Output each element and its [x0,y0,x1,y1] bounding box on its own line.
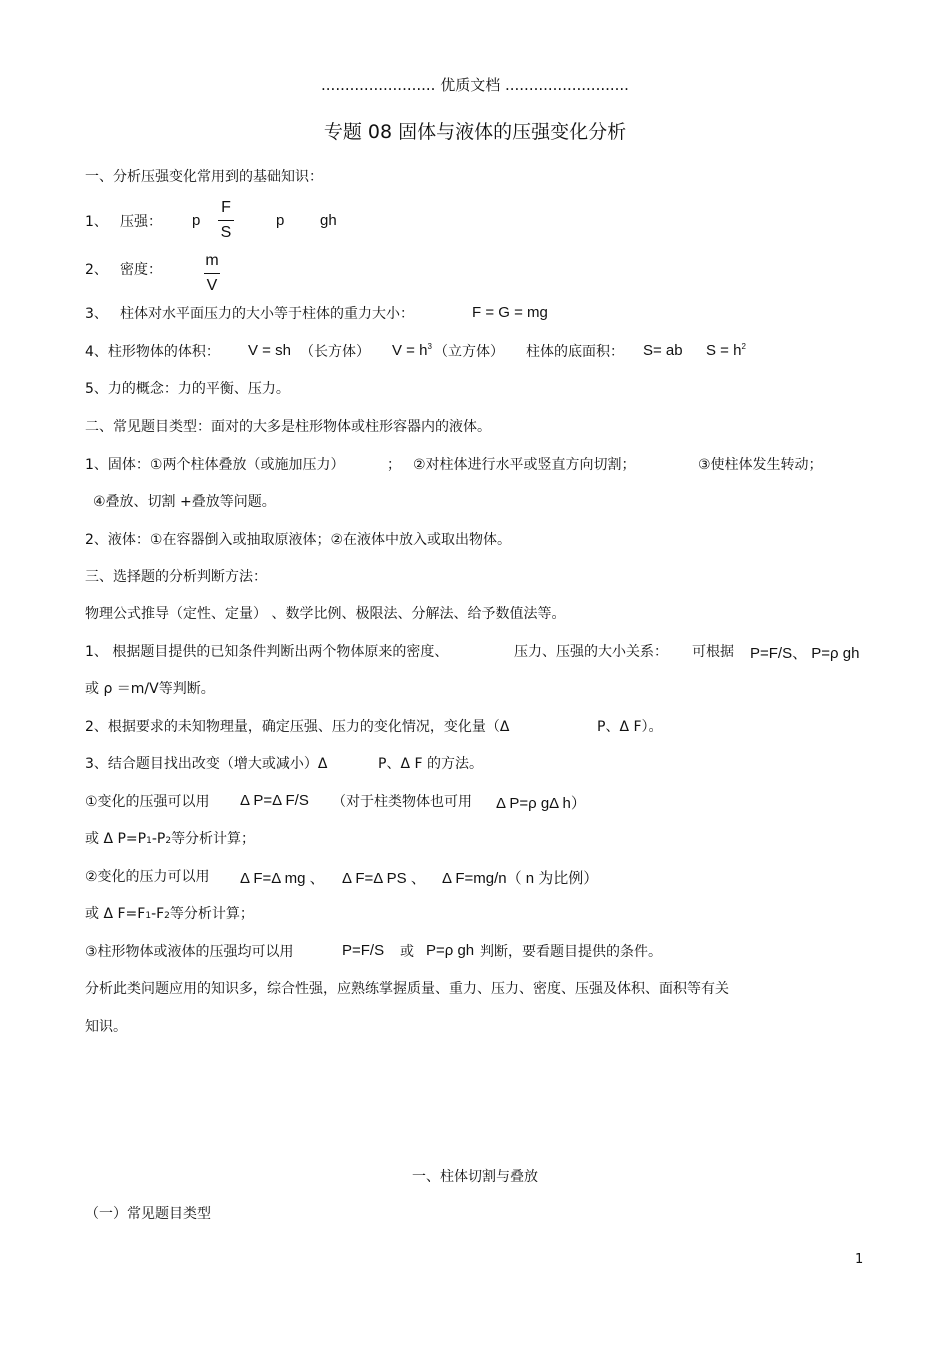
volume-cube-note: （立方体） [434,344,504,360]
solid-types-4: ④叠放、切割 +叠放等问题。 [93,494,276,510]
solid-types-3: ③使柱体发生转动； [698,457,823,473]
area-square: $S = h^2$ [706,342,746,359]
solid-types-2: ②对柱体进行水平或竖直方向切割； [413,457,636,473]
fraction-bar [204,273,220,274]
method-1-b: 压力、压强的大小关系： [514,644,668,660]
rule-3-or: 或 [400,944,414,960]
volume-cuboid-note: （长方体） [300,344,370,360]
item-4-text: 4、柱形物体的体积： [85,344,220,360]
rule-3-formula-1: P=F/S [342,942,385,959]
rule-2-cont: 或 Δ F=F1-F2等分析计算； [85,906,254,922]
rule-3-formula-2: P=ρ gh [426,942,475,959]
method-1-formula: P=F/S、 P=ρ gh [750,645,860,662]
rule-1-formula: Δ P=Δ F/S [240,792,309,809]
item-1-label: 1、 [85,214,108,230]
item-2-name: 密度： [120,262,162,278]
volume-cube: $V = h^3$ [392,342,432,359]
item-3-text: 柱体对水平面压力的大小等于柱体的重力大小： [120,306,414,322]
formula-p-2: p [276,212,285,229]
rule-1-a: ①变化的压强可以用 [85,794,210,810]
solid-semicolon: ； [387,457,401,473]
solid-types-1: 1、固体：①两个柱体叠放（或施加压力） [85,457,345,473]
summary-line-2: 知识。 [85,1019,127,1035]
formula-p: p [192,212,201,229]
item-3-label: 3、 [85,306,108,322]
method-2-b: P、Δ F）。 [597,719,663,735]
fraction-m-over-v [204,251,220,296]
section-3-heading: 三、选择题的分析判断方法： [85,569,267,585]
section-2-heading: 二、常见题目类型：面对的大多是柱形物体或柱形容器内的液体。 [85,419,491,435]
area-rect: S= ab [643,342,683,359]
rule-3-a: ③柱形物体或液体的压强均可以用 [85,944,294,960]
subsection-heading: 一、柱体切割与叠放 [412,1169,538,1185]
method-1-a: 1、 根据题目提供的已知条件判断出两个物体原来的密度、 [85,644,449,660]
liquid-types: 2、液体：①在容器倒入或抽取原液体；②在液体中放入或取出物体。 [85,532,512,548]
fraction-numerator: F [221,199,231,216]
item-3-formula: F = G = mg [472,304,548,321]
rule-1-formula-2: Δ P=ρ gΔ h） [496,795,586,812]
subsection-item: （一）常见题目类型 [85,1206,211,1222]
rule-1-cont: 或 Δ P=P1-P2等分析计算； [85,831,256,847]
page-header: ........................ 优质文档 .......................... [321,76,629,94]
item-5: 5、力的概念：力的平衡、压力。 [85,381,290,397]
page-title: 专题 08 固体与液体的压强变化分析 [323,121,627,143]
method-3-a: 3、结合题目找出改变（增大或减小）Δ [85,756,328,772]
rule-2-formula-2: Δ F=Δ PS 、 [342,870,426,887]
rule-1-c: （对于柱类物体也可用 [332,794,472,810]
fraction-numerator: m [205,252,219,269]
section-1-heading: 一、分析压强变化常用到的基础知识： [85,169,323,185]
method-1-cont: 或 ρ ＝m/V等判断。 [85,681,215,697]
base-area-text: 柱体的底面积： [526,344,624,360]
item-2-label: 2、 [85,262,108,278]
method-1-c: 可根据 [692,644,734,660]
fraction-f-over-s [218,198,234,243]
methods-text: 物理公式推导（定性、定量） 、数学比例、极限法、分解法、给予数值法等。 [85,606,566,622]
formula-gh: gh [320,212,337,229]
rule-2-formula-1: Δ F=Δ mg 、 [240,870,325,887]
method-3-b: P、Δ F 的方法。 [378,756,483,772]
rule-3-e: 判断，要看题目提供的条件。 [480,944,662,960]
summary-line-1: 分析此类问题应用的知识多，综合性强，应熟练掌握质量、重力、压力、密度、压强及体积、面积等有关 [85,981,729,997]
volume-cuboid: V = sh [248,342,291,359]
fraction-denominator: S [220,224,232,241]
rule-2-a: ②变化的压力可以用 [85,869,210,885]
page-number: 1 [855,1252,864,1267]
method-2-a: 2、根据要求的未知物理量，确定压强、压力的变化情况，变化量（Δ [85,719,510,735]
fraction-denominator: V [206,277,218,294]
item-1-name: 压强： [120,214,162,230]
fraction-bar [218,220,234,221]
rule-2-formula-3: Δ F=mg/n（ n 为比例） [442,870,599,887]
